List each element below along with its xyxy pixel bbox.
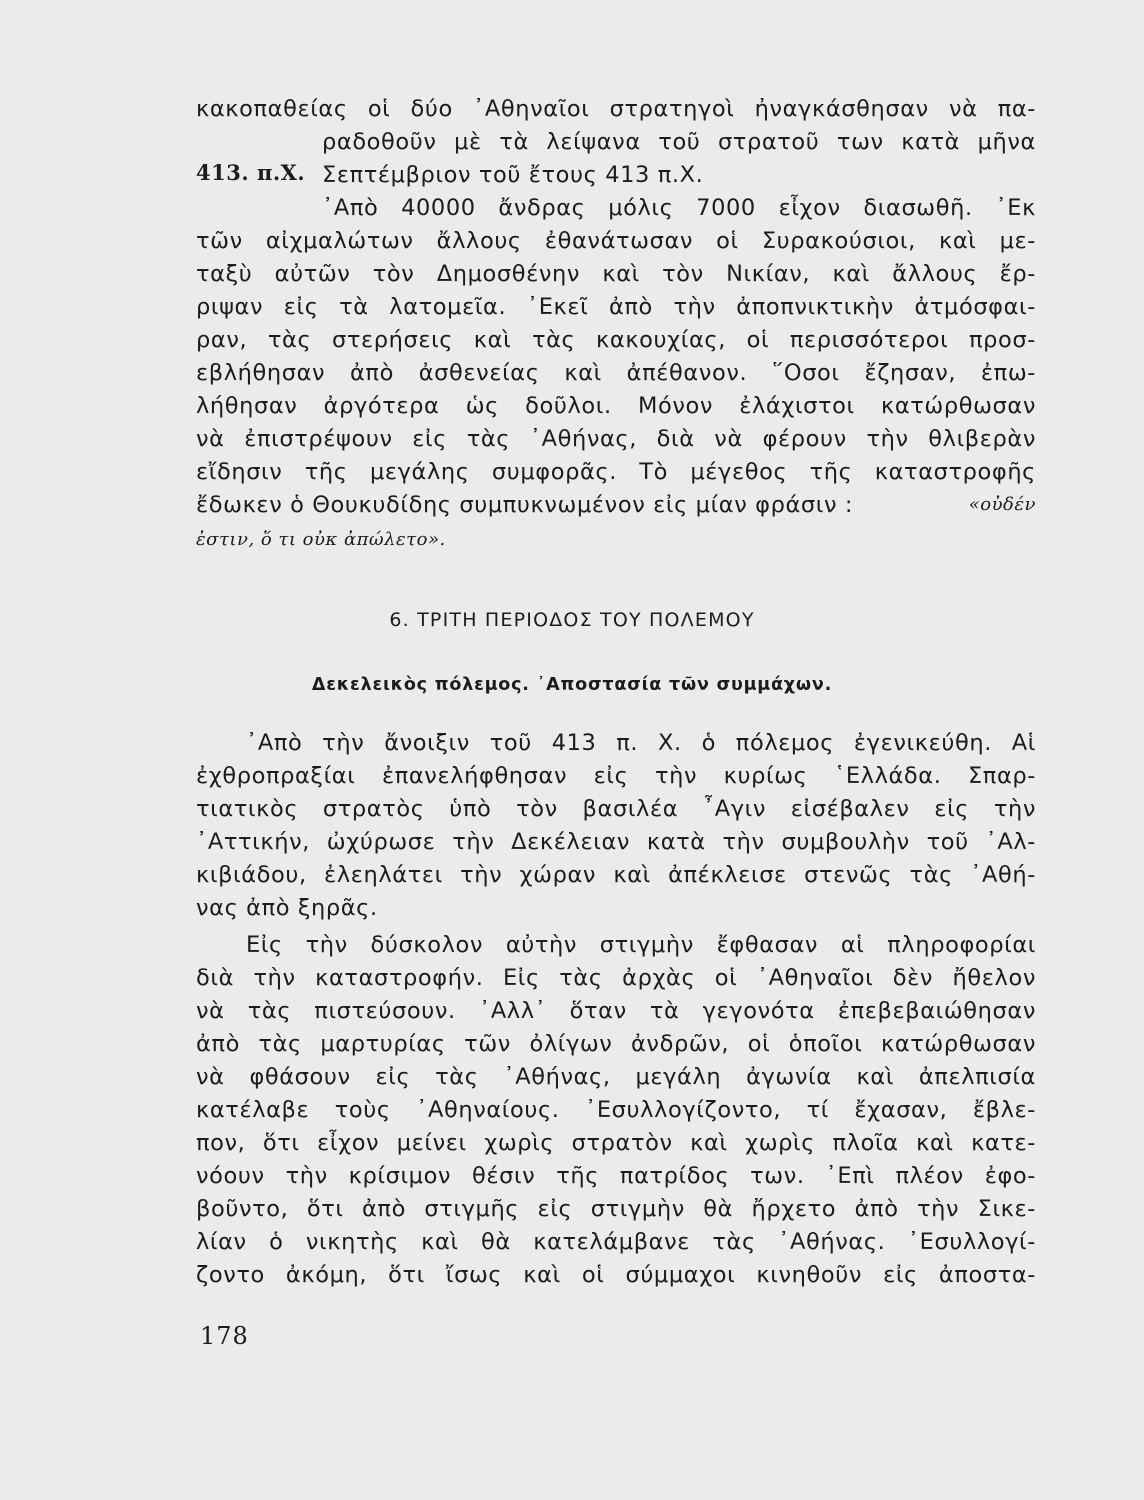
- text-line: ἀπὸ τὰς μαρτυρίας τῶν ὀλίγων ἀνδρῶν, οἱ ὁποῖοι κατώρθωσαν: [196, 1031, 1036, 1057]
- quote-italic: «οὐδέν: [968, 494, 1036, 515]
- page-number: 178: [200, 1322, 249, 1350]
- text-line: ᾿Απὸ 40000 ἄνδρας μόλις 7000 εἶχον διασωθῆ. ᾿Εκ: [322, 195, 1036, 221]
- margin-date: 413. π.Χ.: [196, 160, 306, 185]
- quote-line: [196, 523, 1036, 555]
- text-line: νὰ τὰς πιστεύσουν. ᾿Αλλ᾿ ὅταν τὰ γεγονότα ἐπεβεβαιώθησαν: [196, 998, 1036, 1024]
- text-line: ριψαν εἰς τὰ λατομεῖα. ᾿Εκεῖ ἀπὸ τὴν ἀποπνικτικὴν ἀτμόσφαι-: [196, 294, 1036, 320]
- text-line: ζοντο ἀκόμη, ὅτι ἴσως καὶ οἱ σύμμαχοι κινηθοῦν εἰς ἀποστα-: [196, 1262, 1036, 1288]
- text-line: τῶν αἰχμαλώτων ἄλλους ἐθανάτωσαν οἱ Συρακούσιοι, καὶ με-: [196, 228, 1036, 254]
- text-line: βοῦντο, ὅτι ἀπὸ στιγμῆς εἰς στιγμὴν θὰ ἤρχετο ἀπὸ τὴν Σικε-: [196, 1196, 1036, 1222]
- text-line: νὰ ἐπιστρέψουν εἰς τὰς ᾿Αθήνας, διὰ νὰ φέρουν τὴν θλιβερὰν: [196, 426, 1036, 452]
- text-line: τιατικὸς στρατὸς ὑπὸ τὸν βασιλέα ῏Αγιν εἰσέβαλεν εἰς τὴν: [196, 796, 1036, 822]
- text-line: ραν, τὰς στερήσεις καὶ τὰς κακουχίας, οἱ περισσότεροι προσ-: [196, 327, 1036, 353]
- section-heading: 6. ΤΡΙΤΗ ΠΕΡΙΟΔΟΣ ΤΟΥ ΠΟΛΕΜΟΥ: [389, 609, 755, 631]
- text-line: λίαν ὁ νικητὴς καὶ θὰ κατελάμβανε τὰς ᾿Αθήνας. ᾿Εσυλλογί-: [196, 1229, 1036, 1255]
- text-line: ᾿Αττικήν, ὠχύρωσε τὴν Δεκέλειαν κατὰ τὴν συμβουλὴν τοῦ ᾿Αλ-: [196, 829, 1036, 855]
- text-line: κακοπαθείας οἱ δύο ᾿Αθηναῖοι στρατηγοὶ ἠναγκάσθησαν νὰ πα-: [196, 96, 1036, 122]
- text-line: διὰ τὴν καταστροφήν. Εἰς τὰς ἀρχὰς οἱ ᾿Αθηναῖοι δὲν ἤθελον: [196, 965, 1036, 991]
- text-line: πον, ὅτι εἶχον μείνει χωρὶς στρατὸν καὶ χωρὶς πλοῖα καὶ κατε-: [196, 1130, 1036, 1156]
- text-line: εβλήθησαν ἀπὸ ἀσθενείας καὶ ἀπέθανον. ῞Οσοι ἔζησαν, ἐπω-: [196, 360, 1036, 386]
- text-line: Εἰς τὴν δύσκολον αὐτὴν στιγμὴν ἔφθασαν αἱ πληροφορίαι: [246, 932, 1036, 958]
- text-line: νόουν τὴν κρίσιμον θέσιν τῆς πατρίδος των. ᾿Επὶ πλέον ἐφο-: [196, 1163, 1036, 1189]
- text-line: λήθησαν ἀργότερα ὡς δοῦλοι. Μόνον ἐλάχιστοι κατώρθωσαν: [196, 393, 1036, 419]
- quote-line: [196, 490, 1036, 520]
- section-subheading: Δεκελεικὸς πόλεμος. ᾿Αποστασία τῶν συμμάχων.: [311, 675, 833, 695]
- text-line: νας ἀπὸ ξηρᾶς.: [196, 895, 378, 921]
- text-line: ραδοθοῦν μὲ τὰ λείψανα τοῦ στρατοῦ των κατὰ μῆνα: [322, 129, 1036, 155]
- text-line: εἴδησιν τῆς μεγάλης συμφορᾶς. Τὸ μέγεθος τῆς καταστροφῆς: [196, 459, 1036, 485]
- quote-intro: ἔδωκεν ὁ Θουκυδίδης συμπυκνωμένον εἰς μίαν φράσιν :: [196, 492, 854, 518]
- text-line: νὰ φθάσουν εἰς τὰς ᾿Αθήνας, μεγάλη ἀγωνία καὶ ἀπελπισία: [196, 1064, 1036, 1090]
- text-line: ταξὺ αὐτῶν τὸν Δημοσθένην καὶ τὸν Νικίαν, καὶ ἄλλους ἔρ-: [196, 261, 1036, 287]
- text-line: Σεπτέμβριον τοῦ ἔτους 413 π.Χ.: [322, 162, 704, 188]
- text-line: ἐχθροπραξίαι ἐπανελήφθησαν εἰς τὴν κυρίως ῾Ελλάδα. Σπαρ-: [196, 763, 1036, 789]
- text-line: κιβιάδου, ἐλεηλάτει τὴν χώραν καὶ ἀπέκλεισε στενῶς τὰς ᾿Αθή-: [196, 862, 1036, 888]
- quote-italic: ἐστιν, ὅ τι οὐκ ἀπώλετο».: [196, 529, 446, 550]
- text-line: ᾿Απὸ τὴν ἄνοιξιν τοῦ 413 π. Χ. ὁ πόλεμος ἐγενικεύθη. Αἱ: [246, 730, 1036, 756]
- text-line: κατέλαβε τοὺς ᾿Αθηναίους. ᾿Εσυλλογίζοντο, τί ἔχασαν, ἔβλε-: [196, 1097, 1036, 1123]
